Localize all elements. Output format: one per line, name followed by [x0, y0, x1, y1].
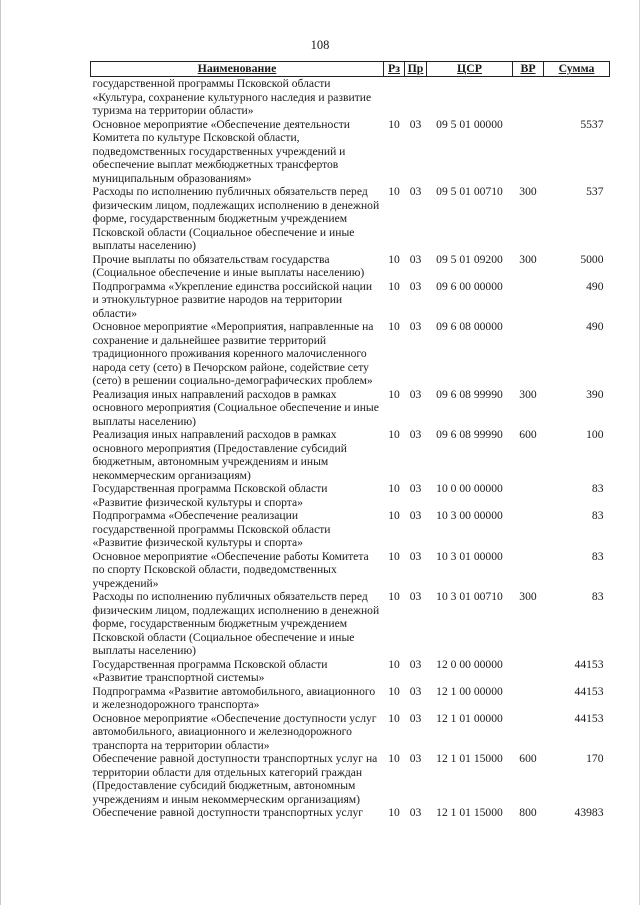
header-sum: Сумма	[544, 62, 610, 77]
cell-pr: 03	[409, 657, 422, 671]
table-row	[91, 590, 610, 658]
cell-csr: 09 6 00 00000	[436, 279, 503, 293]
cell-name: Основное мероприятие «Обеспечение деятельности Комитета по культуре Псковской области, подведомственных государственных учреждений и обеспечение выплат межбюджетных трансфертов муниципальным образованиям»	[92, 117, 350, 185]
cell-pr: 03	[409, 684, 422, 698]
table-row	[91, 77, 610, 118]
cell-pr: 03	[409, 252, 422, 266]
cell-vr	[513, 685, 544, 712]
cell-sum	[544, 77, 610, 118]
cell-name: Прочие выплаты по обязательствам государства (Социальное обеспечение и иные выплаты населению)	[92, 252, 365, 279]
table-row	[91, 118, 610, 186]
cell-vr	[513, 658, 544, 685]
cell-sum: 100	[586, 428, 604, 441]
cell-csr: 10 0 00 00000	[436, 482, 503, 495]
cell-rz	[384, 77, 405, 118]
cell-csr: 09 5 01 00710	[436, 185, 503, 198]
cell-sum: 44153	[574, 684, 604, 698]
table-row	[91, 320, 610, 388]
cell-vr: 800	[519, 806, 537, 819]
cell-pr	[405, 77, 427, 118]
cell-rz: 10	[388, 509, 400, 522]
cell-name: Расходы по исполнению публичных обязательств перед физическим лицом, подлежащих исполнению в денежной форме, государственным бюджетным учреждением Псковской области (Социальное обеспечение и иные выплаты населению)	[92, 185, 380, 252]
cell-name: Обеспечение равной доступности транспортных услуг	[92, 806, 364, 819]
cell-pr: 03	[409, 482, 422, 495]
cell-rz: 10	[388, 806, 400, 819]
cell-pr: 03	[409, 752, 422, 765]
cell-sum: 83	[591, 509, 604, 522]
cell-name: Подпрограмма «Обеспечение реализации государственной программы Псковской области «Развитие физической культуры и спорта»	[92, 509, 331, 549]
table-row	[91, 550, 610, 591]
header-csr: ЦСР	[427, 62, 513, 77]
cell-vr: 300	[519, 252, 537, 266]
cell-sum: 43983	[574, 806, 604, 819]
cell-pr: 03	[409, 279, 422, 293]
cell-name: Основное мероприятие «Мероприятия, направленные на сохранение и дальнейшее развитие территорий традиционного проживания коренного малочисленного народа сету (сето) в Печорском районе, содействие сету (сето) в решении социально-демографических проблем»	[92, 320, 374, 387]
cell-vr	[513, 482, 544, 509]
cell-vr	[513, 77, 544, 118]
cell-sum: 5537	[580, 117, 604, 131]
table-row	[91, 280, 610, 321]
cell-pr: 03	[409, 320, 422, 333]
cell-csr: 10 3 01 00710	[436, 590, 503, 603]
cell-name: Подпрограмма «Развитие автомобильного, авиационного и железнодорожного транспорта»	[92, 684, 376, 711]
cell-rz: 10	[388, 657, 400, 671]
cell-sum: 83	[591, 549, 604, 563]
budget-table	[90, 61, 610, 820]
cell-rz: 10	[388, 752, 400, 765]
cell-sum: 83	[591, 482, 604, 495]
cell-sum: 44153	[574, 657, 604, 671]
cell-csr: 12 1 01 15000	[436, 806, 503, 819]
cell-vr: 300	[519, 387, 537, 401]
cell-csr: 12 1 00 00000	[436, 684, 503, 698]
table-row	[91, 806, 610, 820]
cell-rz: 10	[388, 590, 400, 603]
cell-sum: 5000	[580, 252, 604, 266]
cell-name: Подпрограмма «Укрепление единства российской нации и этнокультурное развитие народов на территории области»	[92, 279, 373, 320]
cell-vr	[513, 118, 544, 186]
header-name: Наименование	[91, 62, 384, 77]
budget-table-container	[90, 61, 609, 820]
cell-vr	[513, 712, 544, 753]
cell-rz: 10	[388, 684, 400, 698]
cell-sum: 44153	[574, 711, 604, 725]
cell-pr: 03	[409, 806, 422, 819]
cell-csr: 12 1 01 15000	[436, 752, 503, 765]
cell-csr: 09 6 08 99990	[436, 387, 503, 401]
cell-csr: 12 0 00 00000	[436, 657, 503, 671]
cell-name: Обеспечение равной доступности транспортных услуг на территории области для отдельных категорий граждан (Предоставление субсидий бюджетным, автономным учреждениям и иным некоммерческим организациям)	[92, 752, 378, 806]
cell-vr: 300	[519, 590, 537, 603]
cell-pr: 03	[409, 549, 422, 563]
cell-name: Государственная программа Псковской области «Развитие транспортной системы»	[92, 657, 328, 684]
table-row	[91, 685, 610, 712]
table-row	[91, 658, 610, 685]
cell-pr: 03	[409, 711, 422, 725]
table-row	[91, 482, 610, 509]
cell-rz: 10	[388, 387, 400, 401]
cell-csr: 12 1 01 00000	[436, 711, 503, 725]
cell-vr	[513, 550, 544, 591]
cell-pr: 03	[409, 509, 422, 522]
cell-pr: 03	[409, 117, 422, 131]
cell-pr: 03	[409, 590, 422, 603]
table-row	[91, 509, 610, 550]
cell-name: Основное мероприятие «Обеспечение доступности услуг автомобильного, авиационного и железнодорожного транспорта на территории области»	[92, 711, 377, 752]
cell-name: Государственная программа Псковской области «Развитие физической культуры и спорта»	[92, 482, 328, 509]
cell-vr: 600	[519, 428, 537, 441]
cell-pr: 03	[409, 428, 422, 441]
cell-rz: 10	[388, 279, 400, 293]
cell-name: Реализация иных направлений расходов в рамках основного мероприятия (Предоставление субсидий бюджетным, автономным учреждениям и иным некоммерческим организациям)	[92, 428, 347, 482]
cell-name: Основное мероприятие «Обеспечение работы Комитета по спорту Псковской области, подведомственных учреждений»	[92, 549, 369, 590]
cell-name: Реализация иных направлений расходов в рамках основного мероприятия (Социальное обеспечение и иные выплаты населению)	[92, 387, 379, 428]
cell-name: государственной программы Псковской области «Культура, сохранение культурного наследия и развитие туризма на территории области»	[92, 77, 372, 117]
cell-vr: 600	[519, 752, 537, 765]
table-row	[91, 712, 610, 753]
cell-rz: 10	[388, 482, 400, 495]
cell-rz: 10	[388, 549, 400, 563]
cell-csr: 09 6 08 00000	[436, 320, 503, 333]
cell-pr: 03	[409, 185, 422, 198]
cell-csr: 09 5 01 09200	[436, 252, 503, 266]
cell-rz: 10	[388, 320, 400, 333]
cell-csr: 10 3 00 00000	[436, 509, 503, 522]
page-number: 108	[310, 38, 330, 52]
scan-left-edge	[0, 0, 1, 905]
cell-rz: 10	[388, 252, 400, 266]
cell-sum: 490	[586, 320, 604, 333]
cell-vr: 300	[519, 185, 537, 198]
table-row	[91, 185, 610, 253]
cell-csr: 09 6 08 99990	[436, 428, 503, 441]
cell-csr	[427, 77, 513, 118]
header-vr: ВР	[513, 62, 544, 77]
cell-csr: 10 3 01 00000	[436, 549, 503, 563]
table-row	[91, 752, 610, 806]
cell-sum: 83	[591, 590, 604, 603]
cell-csr: 09 5 01 00000	[436, 117, 503, 131]
cell-sum: 170	[586, 752, 604, 765]
header-row	[91, 62, 610, 77]
cell-vr	[513, 320, 544, 388]
cell-sum: 390	[586, 387, 604, 401]
cell-pr: 03	[409, 387, 422, 401]
header-pr: Пр	[405, 62, 427, 77]
cell-rz: 10	[388, 117, 400, 131]
cell-rz: 10	[388, 185, 400, 198]
cell-vr	[513, 509, 544, 550]
cell-sum: 490	[586, 279, 604, 293]
table-row	[91, 428, 610, 482]
cell-sum: 537	[586, 185, 604, 198]
cell-rz: 10	[388, 428, 400, 441]
cell-vr	[513, 280, 544, 321]
cell-rz: 10	[388, 711, 400, 725]
table-row	[91, 388, 610, 429]
header-rz: Рз	[384, 62, 405, 77]
cell-name: Расходы по исполнению публичных обязательств перед физическим лицом, подлежащих исполнению в денежной форме, государственным бюджетным учреждением Псковской области (Социальное обеспечение и иные выплаты населению)	[92, 590, 380, 657]
table-row	[91, 253, 610, 280]
